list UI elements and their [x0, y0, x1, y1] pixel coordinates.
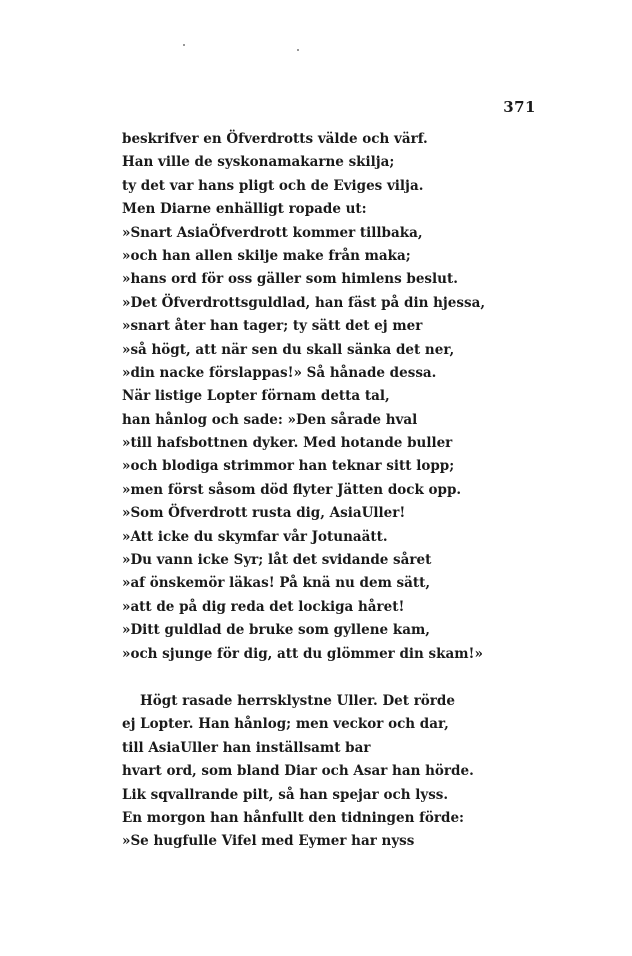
poem-line: Han ville de syskonamakarne skilja;	[122, 154, 395, 171]
poem-line: »och blodiga strimmor han teknar sitt lopp;	[122, 458, 455, 475]
speck	[297, 49, 299, 51]
poem-line: Lik sqvallrande pilt, så han spejar och lyss.	[122, 786, 449, 803]
poem-line: han hånlog och sade: »Den sårade hval	[122, 411, 418, 428]
poem-line: »snart åter han tager; ty sätt det ej mer	[122, 318, 423, 335]
poem-line: »Det Öfverdrottsguldlad, han fäst på din hjessa,	[122, 294, 486, 311]
poem-line: »men först såsom död flyter Jätten dock opp.	[122, 481, 462, 498]
poem-line: »Se hugfulle Vifel med Eymer har nyss	[122, 833, 415, 850]
poem-line: »till hafsbottnen dyker. Med hotande buller	[122, 435, 453, 452]
poem-line: »att de på dig reda det lockiga håret!	[122, 598, 405, 615]
poem-line: »och sjunge för dig, att du glömmer din skam!»	[122, 645, 483, 662]
poem-line: »Att icke du skymfar vår Jotunaätt.	[122, 528, 388, 545]
poem-line: hvart ord, som bland Diar och Asar han hörde.	[122, 763, 474, 780]
poem-line: »Du vann icke Syr; låt det svidande såret	[122, 552, 432, 569]
poem-line: »Snart AsiaÖfverdrott kommer tillbaka,	[122, 224, 423, 241]
poem-line: »hans ord för oss gäller som himlens beslut.	[122, 271, 458, 288]
poem-line: »Ditt guldlad de bruke som gyllene kam,	[122, 622, 430, 639]
poem-line: »Som Öfverdrott rusta dig, AsiaUller!	[122, 505, 406, 522]
poem-line: Högt rasade herrsklystne Uller. Det rörde	[140, 693, 455, 709]
poem-line: beskrifver en Öfverdrotts välde och värf.	[122, 131, 428, 147]
poem-line: När listige Lopter förnam detta tal,	[122, 388, 390, 405]
poem-line: ej Lopter. Han hånlog; men veckor och dar,	[122, 716, 449, 733]
poem-line: »af önskemör läkas! På knä nu dem sätt,	[122, 575, 431, 592]
poem-line: »och han allen skilje make från maka;	[122, 247, 411, 264]
poem-line: En morgon han hånfullt den tidningen förde:	[122, 809, 465, 826]
page-number: 371	[503, 98, 536, 116]
poem-line: till AsiaUller han inställsamt bar	[122, 739, 371, 756]
poem-stanza-2	[122, 690, 492, 854]
poem-line: »så högt, att när sen du skall sänka det ner,	[122, 341, 455, 358]
poem-line: ty det var hans pligt och de Eviges vilja.	[122, 177, 424, 194]
poem-line: Men Diarne enhälligt ropade ut:	[122, 201, 367, 218]
poem-line: »din nacke förslappas!» Så hånade dessa.	[122, 364, 437, 381]
poem-stanza-1	[122, 128, 492, 666]
speck	[183, 44, 185, 46]
